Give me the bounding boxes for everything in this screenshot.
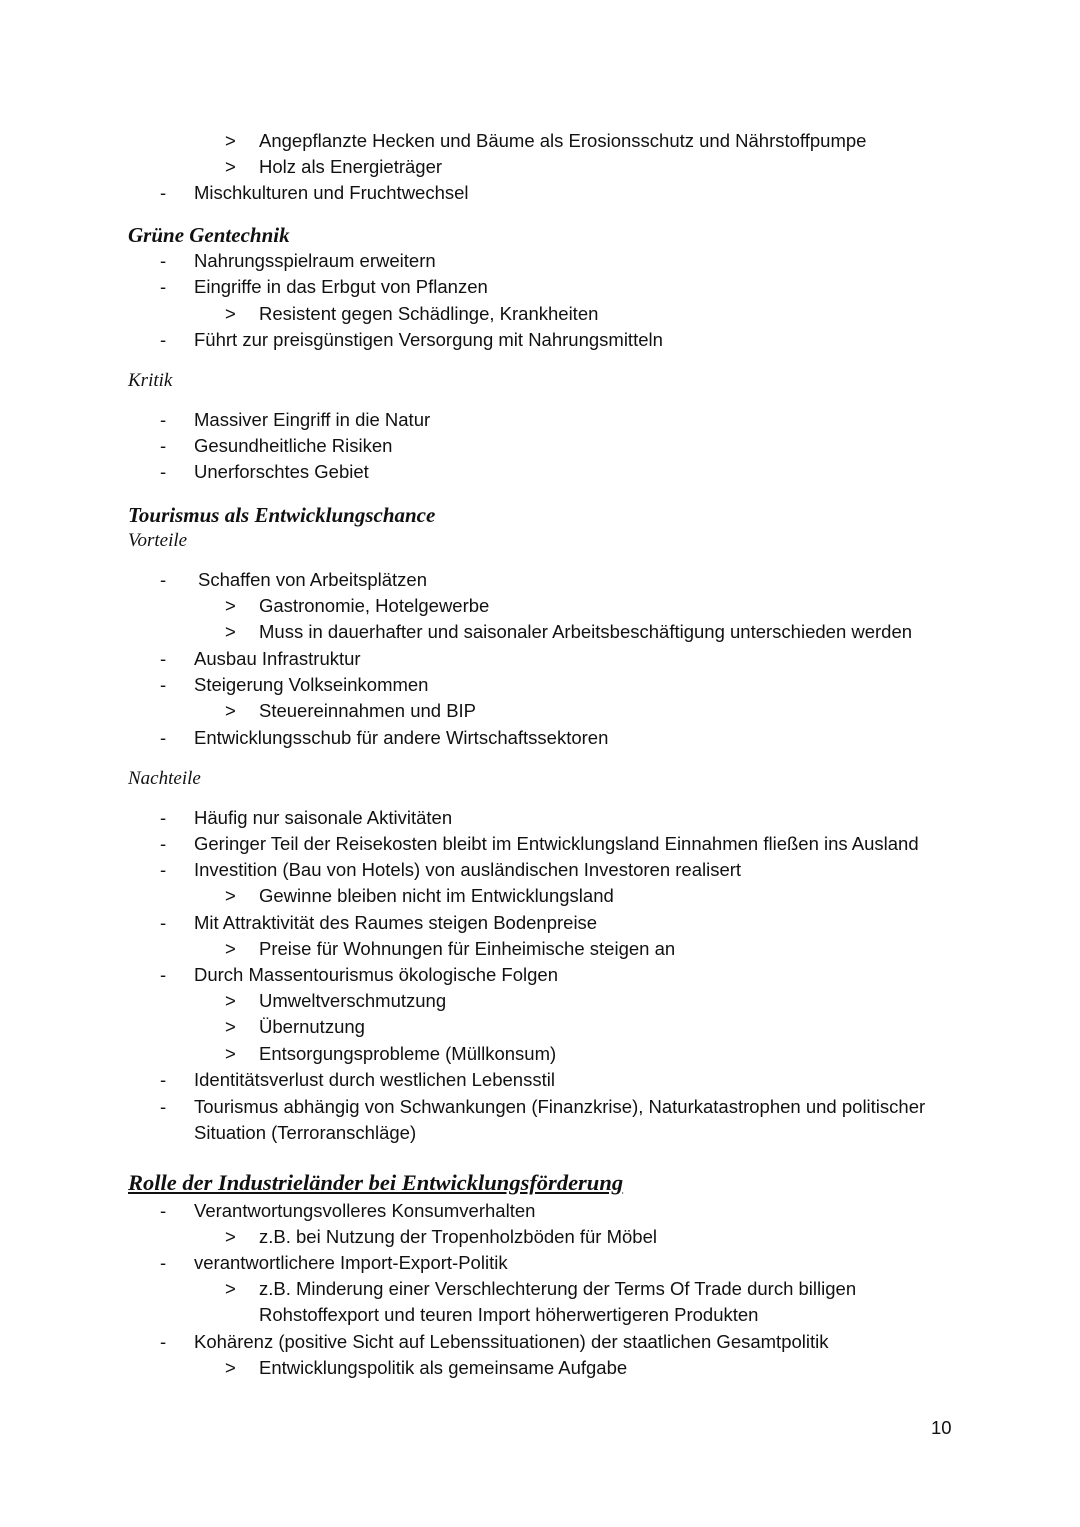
list-item: Entsorgungsprobleme (Müllkonsum)	[259, 1043, 557, 1064]
dash-bullet: -	[160, 1252, 167, 1273]
list-item: Umweltverschmutzung	[259, 990, 447, 1011]
arrow-bullet: >	[225, 990, 236, 1011]
dash-bullet: -	[160, 964, 167, 985]
list-item: Gastronomie, Hotelgewerbe	[259, 595, 490, 616]
list-item-continuation: Rohstoffexport und teuren Import höherwertigeren Produkten	[259, 1304, 759, 1325]
subheading-nachteile: Nachteile	[128, 768, 201, 789]
list-item: Angepflanzte Hecken und Bäume als Erosionsschutz und Nährstoffpumpe	[259, 130, 867, 151]
list-item-continuation: Situation (Terroranschläge)	[194, 1122, 417, 1143]
list-item: Mischkulturen und Fruchtwechsel	[194, 182, 469, 203]
list-item: Gewinne bleiben nicht im Entwicklungsland	[259, 885, 614, 906]
section-heading-industrie: Rolle der Industrieländer bei Entwicklungsförderung	[128, 1170, 624, 1195]
arrow-bullet: >	[225, 885, 236, 906]
dash-bullet: -	[160, 1331, 167, 1352]
list-item: Geringer Teil der Reisekosten bleibt im Entwicklungsland Einnahmen fließen ins Ausland	[194, 833, 919, 854]
page-number: 10	[931, 1417, 952, 1438]
arrow-bullet: >	[225, 1357, 236, 1378]
list-item: Entwicklungspolitik als gemeinsame Aufgabe	[259, 1357, 628, 1378]
dash-bullet: -	[160, 912, 167, 933]
dash-bullet: -	[160, 329, 167, 350]
list-item: z.B. Minderung einer Verschlechterung der Terms Of Trade durch billigen	[259, 1278, 857, 1299]
dash-bullet: -	[160, 833, 167, 854]
dash-bullet: -	[160, 250, 167, 271]
list-item: Kohärenz (positive Sicht auf Lebenssituationen) der staatlichen Gesamtpolitik	[194, 1331, 829, 1352]
list-item: Holz als Energieträger	[259, 156, 443, 177]
list-item: Resistent gegen Schädlinge, Krankheiten	[259, 303, 599, 324]
arrow-bullet: >	[225, 1278, 236, 1299]
list-item: Entwicklungsschub für andere Wirtschaftssektoren	[194, 727, 609, 748]
list-item: Ausbau Infrastruktur	[194, 648, 361, 669]
dash-bullet: -	[160, 569, 167, 590]
arrow-bullet: >	[225, 621, 236, 642]
list-item: Nahrungsspielraum erweitern	[194, 250, 436, 271]
list-item: Gesundheitliche Risiken	[194, 435, 393, 456]
dash-bullet: -	[160, 435, 167, 456]
arrow-bullet: >	[225, 938, 236, 959]
dash-bullet: -	[160, 807, 167, 828]
arrow-bullet: >	[225, 595, 236, 616]
arrow-bullet: >	[225, 1016, 236, 1037]
dash-bullet: -	[160, 648, 167, 669]
dash-bullet: -	[160, 1200, 167, 1221]
list-item: Massiver Eingriff in die Natur	[194, 409, 431, 430]
list-item: Häufig nur saisonale Aktivitäten	[194, 807, 453, 828]
list-item: Mit Attraktivität des Raumes steigen Bodenpreise	[194, 912, 598, 933]
subheading-kritik: Kritik	[128, 370, 173, 391]
dash-bullet: -	[160, 409, 167, 430]
section-heading-gentechnik: Grüne Gentechnik	[128, 223, 290, 247]
arrow-bullet: >	[225, 303, 236, 324]
list-item: verantwortlichere Import-Export-Politik	[194, 1252, 508, 1273]
dash-bullet: -	[160, 1069, 167, 1090]
dash-bullet: -	[160, 674, 167, 695]
dash-bullet: -	[160, 461, 167, 482]
list-item: Tourismus abhängig von Schwankungen (Finanzkrise), Naturkatastrophen und politischer	[194, 1096, 926, 1117]
dash-bullet: -	[160, 276, 167, 297]
list-item: Muss in dauerhafter und saisonaler Arbeitsbeschäftigung unterschieden werden	[259, 621, 913, 642]
arrow-bullet: >	[225, 130, 236, 151]
arrow-bullet: >	[225, 156, 236, 177]
dash-bullet: -	[160, 859, 167, 880]
arrow-bullet: >	[225, 1043, 236, 1064]
list-item: Verantwortungsvolleres Konsumverhalten	[194, 1200, 536, 1221]
list-item: Eingriffe in das Erbgut von Pflanzen	[194, 276, 488, 297]
list-item: Unerforschtes Gebiet	[194, 461, 369, 482]
list-item: Steuereinnahmen und BIP	[259, 700, 477, 721]
dash-bullet: -	[160, 182, 167, 203]
arrow-bullet: >	[225, 1226, 236, 1247]
list-item: Preise für Wohnungen für Einheimische steigen an	[259, 938, 676, 959]
subheading-vorteile: Vorteile	[128, 530, 188, 551]
dash-bullet: -	[160, 1096, 167, 1117]
list-item: Durch Massentourismus ökologische Folgen	[194, 964, 559, 985]
list-item: Schaffen von Arbeitsplätzen	[198, 569, 428, 590]
list-item: Führt zur preisgünstigen Versorgung mit Nahrungsmitteln	[194, 329, 663, 350]
list-item: Steigerung Volkseinkommen	[194, 674, 429, 695]
list-item: z.B. bei Nutzung der Tropenholzböden für Möbel	[259, 1226, 657, 1247]
dash-bullet: -	[160, 727, 167, 748]
list-item: Investition (Bau von Hotels) von ausländischen Investoren realisert	[194, 859, 742, 880]
section-heading-tourismus: Tourismus als Entwicklungschance	[128, 503, 436, 527]
list-item: Identitätsverlust durch westlichen Lebensstil	[194, 1069, 555, 1090]
arrow-bullet: >	[225, 700, 236, 721]
list-item: Übernutzung	[259, 1016, 365, 1037]
